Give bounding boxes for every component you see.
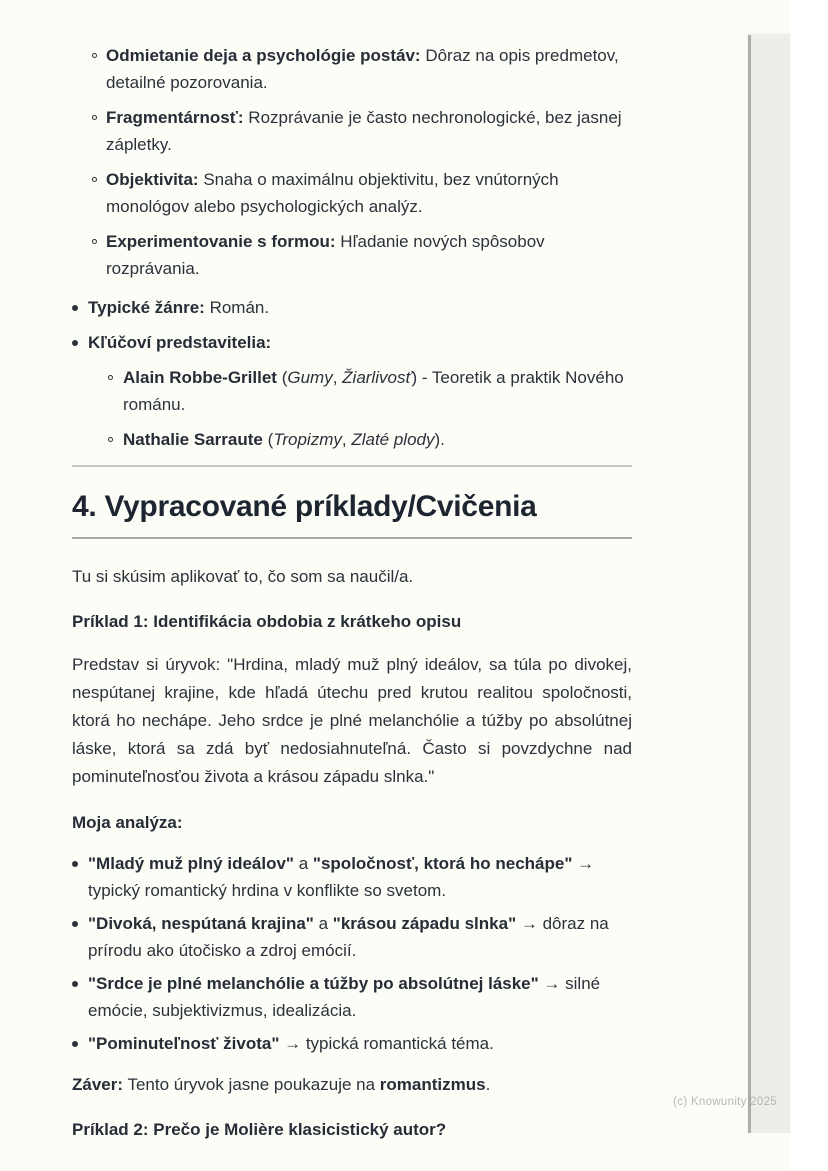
quoted-phrase: "Srdce je plné melanchólie a túžby po absolútnej láske" <box>88 974 539 993</box>
term-label: Kľúčoví predstavitelia: <box>88 333 272 352</box>
term-description: Hľadanie nových spôsobov rozprávania. <box>106 232 545 278</box>
term-label: Fragmentárnosť: <box>106 108 244 127</box>
list-item-text <box>97 42 632 96</box>
work-title: Zlaté plody <box>351 430 435 449</box>
list-item <box>72 910 632 964</box>
list-item <box>92 104 632 158</box>
term-label: Experimentovanie s formou: <box>106 232 336 251</box>
section-heading: 4. Vypracované príklady/Cvičenia <box>72 489 632 539</box>
quoted-phrase: "Mladý muž plný ideálov" <box>88 854 294 873</box>
document-content <box>72 42 632 1143</box>
quoted-phrase: "Pominuteľnosť života" <box>88 1034 280 1053</box>
list-item-text <box>97 104 632 158</box>
analysis-explanation: → dôraz na prírodu ako útočisko a zdroj emócií. <box>88 914 609 960</box>
work-title: Gumy <box>287 368 333 387</box>
conclusion-keyword: romantizmus <box>379 1075 486 1094</box>
list-item <box>72 294 632 321</box>
conclusion-paragraph: Záver: Tento úryvok jasne poukazuje na romantizmus. <box>72 1075 491 1094</box>
author-name: Alain Robbe-Grillet <box>123 368 277 387</box>
term-description: Dôraz na opis predmetov, detailné pozorovania. <box>106 46 619 92</box>
authors-sublist <box>88 364 632 453</box>
genre-representatives-list <box>72 294 632 453</box>
list-item <box>92 42 632 96</box>
analysis-point: "Mladý muž plný ideálov" a "spoločnosť, ktorá ho nechápe" → typický romantický hrdina v konflikte so svetom. <box>88 854 595 900</box>
list-item <box>72 850 632 904</box>
list-item <box>92 166 632 220</box>
analysis-title: Moja analýza: <box>72 813 183 832</box>
section-divider <box>72 465 632 467</box>
section-intro: Tu si skúsim aplikovať to, čo som sa naučil/a. <box>72 567 414 586</box>
viewer-right-gutter <box>790 0 828 1171</box>
excerpt-paragraph: Predstav si úryvok: "Hrdina, mladý muž plný ideálov, sa túla po divokej, nespútanej krajine, kde hľadá útechu pred krutou realitou spoločnosti, ktorá ho nechápe. Jeho srdce je plné melanchólie a túžby po absolútnej láske, ktorá sa zdá byť nedosiahnuteľná. Často si povzdychne nad pominuteľnosťou života a krásou západu slnka." <box>72 655 632 786</box>
term-description: Román. <box>204 298 270 317</box>
analysis-list <box>72 850 632 1057</box>
list-item <box>92 228 632 282</box>
quoted-phrase: "Divoká, nespútaná krajina" <box>88 914 314 933</box>
list-item-text <box>97 228 632 282</box>
list-item <box>108 426 632 453</box>
list-item <box>108 364 632 418</box>
analysis-explanation: → silné emócie, subjektivizmus, idealizácia. <box>88 974 601 1020</box>
list-item-text <box>97 166 632 220</box>
list-item-text <box>78 329 632 453</box>
list-item <box>72 329 632 453</box>
example1-title: Príklad 1: Identifikácia obdobia z krátkeho opisu <box>72 612 462 631</box>
analysis-point: "Divoká, nespútaná krajina" a "krásou západu slnka" → dôraz na prírodu ako útočisko a zdroj emócií. <box>88 914 609 960</box>
list-item-text <box>78 294 632 321</box>
term-label: Typické žánre: <box>88 298 205 317</box>
new-novel-features-list <box>72 42 632 282</box>
term-label: Objektivita: <box>106 170 199 189</box>
list-item <box>72 1030 632 1057</box>
quoted-phrase: "spoločnosť, ktorá ho nechápe" <box>312 854 573 873</box>
work-title: Tropizmy <box>273 430 342 449</box>
analysis-point <box>78 970 632 1024</box>
analysis-explanation: → typický romantický hrdina v konflikte so svetom. <box>88 854 595 900</box>
list-item <box>72 970 632 1024</box>
term-label: Odmietanie deja a psychológie postáv: <box>106 46 421 65</box>
author-entry: Nathalie Sarraute (Tropizmy, Zlaté plody). <box>123 430 445 449</box>
watermark: (c) Knowunity 2025 <box>673 1096 777 1108</box>
quoted-phrase: "krásou západu slnka" <box>332 914 517 933</box>
conclusion-label: Záver: <box>72 1075 124 1094</box>
author-name: Nathalie Sarraute <box>123 430 263 449</box>
work-title: Žiarlivosť <box>342 368 412 387</box>
analysis-explanation: → typická romantická téma. <box>279 1034 494 1053</box>
term-description: Rozprávanie je často nechronologické, bez jasnej zápletky. <box>106 108 622 154</box>
analysis-point <box>78 1030 632 1057</box>
term-description: Snaha o maximálnu objektivitu, bez vnútorných monológov alebo psychologických analýz. <box>106 170 559 216</box>
scrollbar-track[interactable] <box>748 35 790 1133</box>
author-entry: Alain Robbe-Grillet (Gumy, Žiarlivosť) - Teoretik a praktik Nového románu. <box>123 368 624 414</box>
example2-title: Príklad 2: Prečo je Molière klasicistický autor? <box>72 1120 447 1139</box>
